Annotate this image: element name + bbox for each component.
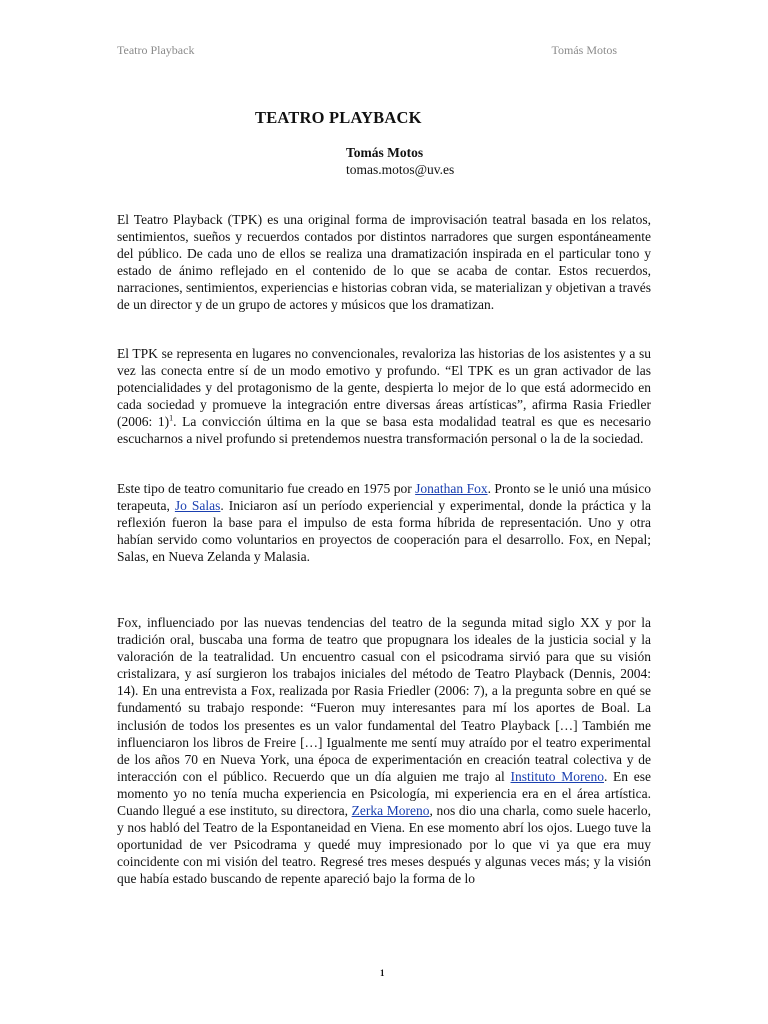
link-instituto-moreno[interactable]: Instituto Moreno: [510, 768, 604, 784]
document-title: TEATRO PLAYBACK: [255, 108, 422, 127]
paragraph-4: [117, 614, 651, 888]
link-jonathan-fox[interactable]: Jonathan Fox: [415, 481, 488, 496]
page-number: 1: [380, 968, 385, 978]
header-author: Tomás Motos: [551, 43, 617, 57]
paragraph-2-text-b: . La convicción última en la que se basa esta modalidad teatral es que es necesario escucharnos a nivel profundo si pretendemos nuestra transformación personal o la de la sociedad.: [117, 414, 651, 447]
paragraph-3-text-b: . Pronto se le unió una músico terapeuta,: [117, 481, 651, 514]
paragraph-4-text-b: . En ese momento yo no tenía mucha experiencia en Psicología, mi experiencia era en el área artística. Cuando llegué a ese instituto, su directora,: [117, 768, 651, 819]
footnote-marker[interactable]: 1: [169, 413, 174, 423]
link-jo-salas[interactable]: Jo Salas: [174, 498, 221, 514]
paragraph-2: [117, 345, 651, 448]
paragraph-3-text-a: Este tipo de teatro comunitario fue creado en 1975 por: [117, 481, 416, 496]
author-name: Tomás Motos: [346, 145, 424, 160]
link-zerka-moreno[interactable]: Zerka Moreno: [351, 803, 430, 819]
header-doc-title: Teatro Playback: [117, 43, 195, 57]
paragraph-2-text-a: El TPK se representa en lugares no convencionales, revaloriza las historias de los asistentes y a su vez las conecta entre sí de un modo emotivo y profundo. “El TPK es un gran activador de las potencialidades y del protagonismo de la gente, despierta lo mejor de lo que está adormecido en cada sociedad y promueve la integración entre diversas áreas artísticas”, afirma Rasia Friedler (2006: 1): [117, 346, 651, 430]
paragraph-3: [117, 480, 651, 565]
paragraph-1-text: El Teatro Playback (TPK) es una original forma de improvisación teatral basada en los relatos, sentimientos, sueños y recuerdos contados por distintos narradores que surgen espontáneamente del público. De cada uno de ellos se realiza una dramatización inspirada en el particular tono y estado de ánimo reflejado en el contenido de lo que se acaba de contar. Estos recuerdos, narraciones, sentimientos, experiencias e historias cobran vida, se materializan y objetivan a través de un director y de un grupo de actores y músicos que los dramatizan.: [117, 212, 651, 313]
paragraph-1: [117, 211, 651, 314]
running-header: [117, 43, 617, 61]
author-email: tomas.motos@uv.es: [346, 162, 455, 177]
paragraph-4-text-c: , nos dio una charla, como suele hacerlo, y nos habló del Teatro de la Espontaneidad en Viena. En ese momento abrí los ojos. Luego tuve la oportunidad de ver Psicodrama y quedé muy impresionado por lo que vi ya que era muy coincidente con mi visión del teatro. Regresé tres meses después y algunas veces más; y la visión que había estado buscando de repente apareció bajo la forma de lo: [117, 803, 651, 887]
paragraph-4-text-a: Fox, influenciado por las nuevas tendencias del teatro de la segunda mitad siglo XX y por la tradición oral, buscaba una forma de teatro que propugnara los ideales de la justicia social y la valoración de la teatralidad. Un encuentro casual con el psicodrama sirvió para que su visión cristalizara, y así surgieron los trabajos iniciales del método de Teatro Playback (Dennis, 2004: 14). En una entrevista a Fox, realizada por Rasia Friedler (2006: 7), a la pregunta sobre en qué se fundamentó su trabajo responde: “Fueron muy interesantes para mí los aportes de Boal. La inclusión de todos los presentes es un valor fundamental del Teatro Playback […] También me influenciaron los libros de Freire […] Igualmente me sentí muy atraído por el teatro experimental de los años 70 en Nueva York, una época de experimentación en creación teatral colectiva y de interacción con el público. Recuerdo que un día alguien me trajo al: [117, 615, 651, 784]
paragraph-3-text-c: . Iniciaron así un período experiencial y experimental, donde la práctica y la reflexión fueron la base para el impulso de esta forma híbrida de representación. Uno y otra habían servido como voluntarios en proyectos de cooperación para el desarrollo. Fox, en Nepal; Salas, en Nueva Zelanda y Malasia.: [117, 498, 652, 565]
